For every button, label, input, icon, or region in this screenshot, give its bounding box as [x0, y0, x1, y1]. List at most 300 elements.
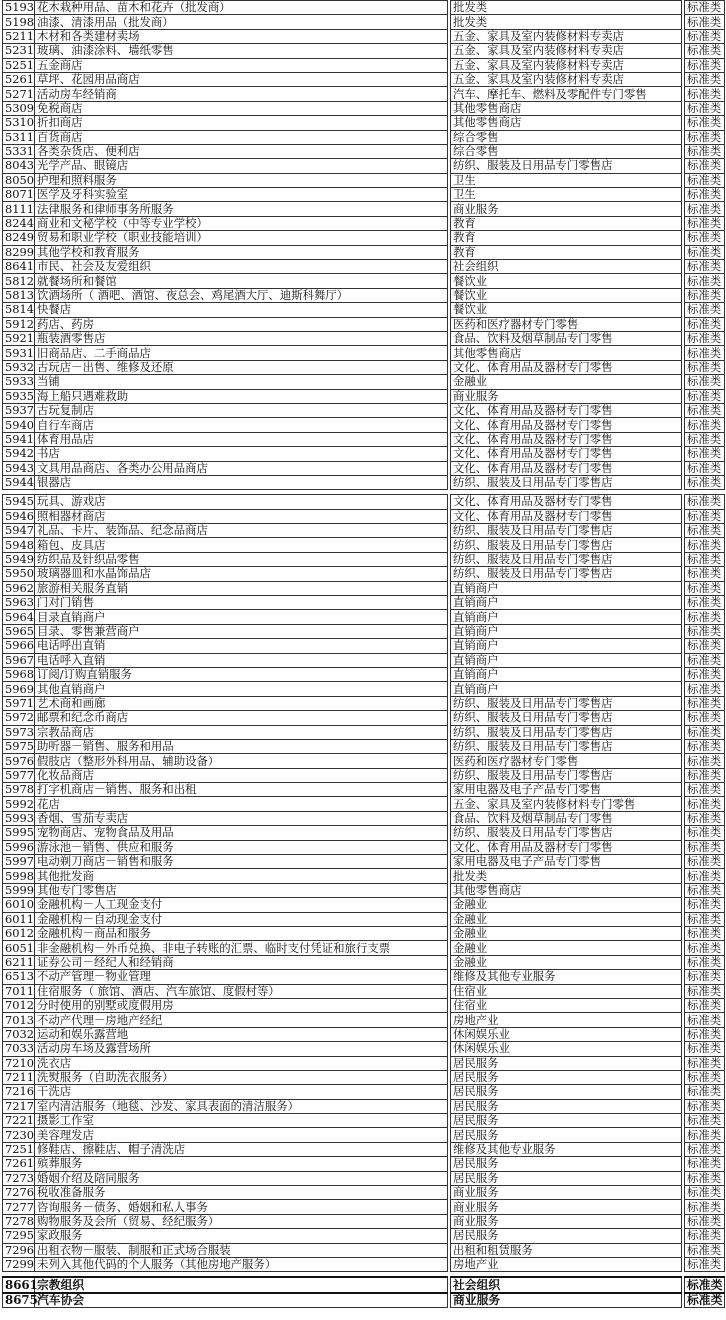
table-row	[3, 610, 725, 624]
table-row	[3, 1, 725, 15]
mcc-code-cell: 5964	[3, 610, 35, 624]
industry-category-cell: 文化、体育用品及器材专门零售	[451, 432, 682, 446]
merchant-name-cell: 旧商品店、二手商品店	[35, 346, 448, 360]
mcc-code-cell: 5992	[3, 797, 35, 811]
industry-category-cell: 医药和医疗器材专门零售	[451, 317, 682, 331]
industry-category-cell: 家用电器及电子产品专门零售	[451, 783, 682, 797]
rate-type-cell: 标准类	[685, 1257, 725, 1271]
table-row	[3, 447, 725, 461]
merchant-name-cell: 助听器－销售、服务和用品	[35, 739, 448, 753]
rate-type-cell: 标准类	[685, 1056, 725, 1070]
industry-category-cell: 商业服务	[451, 1200, 682, 1214]
rate-type-cell: 标准类	[685, 216, 725, 230]
merchant-name-cell: 美容理发店	[35, 1128, 448, 1142]
mcc-code-cell: 7211	[3, 1070, 35, 1084]
table-row	[3, 955, 725, 969]
industry-category-cell: 纺织、服装及日用品专门零售店	[451, 739, 682, 753]
mcc-code-cell: 5198	[3, 15, 35, 29]
rate-type-cell: 标准类	[685, 375, 725, 389]
mcc-code-cell: 5937	[3, 403, 35, 417]
rate-type-cell: 标准类	[685, 389, 725, 403]
industry-category-cell: 教育	[451, 216, 682, 230]
industry-category-cell: 餐饮业	[451, 303, 682, 317]
industry-category-cell: 金融业	[451, 955, 682, 969]
table-row	[3, 754, 725, 768]
merchant-name-cell: 海上船只遇难救助	[35, 389, 448, 403]
mcc-code-cell: 5995	[3, 826, 35, 840]
mcc-code-cell: 5998	[3, 869, 35, 883]
table-row	[3, 288, 725, 302]
merchant-name-cell: 箱包、皮具店	[35, 538, 448, 552]
mcc-code-cell: 5941	[3, 432, 35, 446]
table-row	[3, 1027, 725, 1041]
mcc-code-cell: 6012	[3, 927, 35, 941]
merchant-name-cell: 住宿服务（ 旅馆、酒店、汽车旅馆、度假村等）	[35, 984, 448, 998]
mcc-code-cell: 5963	[3, 596, 35, 610]
rate-type-cell: 标准类	[685, 87, 725, 101]
merchant-name-cell: 艺术商和画廊	[35, 696, 448, 710]
merchant-name-cell: 护理和照料服务	[35, 173, 448, 187]
table-row	[3, 1099, 725, 1113]
mcc-code-cell: 7216	[3, 1085, 35, 1099]
mcc-code-cell: 7033	[3, 1042, 35, 1056]
merchant-name-cell: 运动和娱乐露营地	[35, 1027, 448, 1041]
table-row	[3, 1128, 725, 1142]
rate-type-cell: 标准类	[685, 231, 725, 245]
mcc-code-cell: 5947	[3, 524, 35, 538]
mcc-code-cell: 5946	[3, 509, 35, 523]
mcc-code-cell: 7013	[3, 1013, 35, 1027]
industry-category-cell: 批发类	[451, 1, 682, 15]
table-row	[3, 811, 725, 825]
industry-category-cell: 出租和租赁服务	[451, 1243, 682, 1257]
rate-type-cell: 标准类	[685, 495, 725, 509]
industry-category-cell: 纺织、服装及日用品专门零售店	[451, 475, 682, 489]
merchant-name-cell: 家政服务	[35, 1229, 448, 1243]
industry-category-cell: 文化、体育用品及器材专门零售	[451, 403, 682, 417]
rate-type-cell: 标准类	[685, 581, 725, 595]
merchant-name-cell: 法律服务和律师事务所服务	[35, 202, 448, 216]
merchant-name-cell: 不动产代理－房地产经纪	[35, 1013, 448, 1027]
rate-type-cell: 标准类	[685, 1042, 725, 1056]
table-row	[3, 883, 725, 897]
mcc-code-cell: 5812	[3, 274, 35, 288]
merchant-name-cell: 税收准备服务	[35, 1186, 448, 1200]
table-row	[3, 317, 725, 331]
industry-category-cell: 商业服务	[451, 389, 682, 403]
industry-category-cell: 综合零售	[451, 144, 682, 158]
rate-type-cell: 标准类	[685, 274, 725, 288]
mcc-code-cell: 5935	[3, 389, 35, 403]
industry-category-cell: 纺织、服装及日用品专门零售店	[451, 552, 682, 566]
merchant-name-cell: 油漆、清漆用品（批发商）	[35, 15, 448, 29]
industry-category-cell: 卫生	[451, 188, 682, 202]
mcc-code-cell: 7210	[3, 1056, 35, 1070]
mcc-code-cell: 7299	[3, 1257, 35, 1271]
merchant-name-cell: 未列入其他代码的个人服务（其他房地产服务）	[35, 1257, 448, 1271]
industry-category-cell: 居民服务	[451, 1099, 682, 1113]
industry-category-cell: 商业服务	[451, 1293, 682, 1308]
industry-category-cell: 直销商户	[451, 581, 682, 595]
industry-category-cell: 休闲娱乐业	[451, 1027, 682, 1041]
rate-type-cell: 标准类	[685, 260, 725, 274]
table-row	[3, 389, 725, 403]
mcc-code-cell: 8111	[3, 202, 35, 216]
mcc-code-cell: 8050	[3, 173, 35, 187]
industry-category-cell: 卫生	[451, 173, 682, 187]
industry-category-cell: 直销商户	[451, 610, 682, 624]
industry-category-cell: 教育	[451, 245, 682, 259]
merchant-name-cell: 游泳池－销售、供应和服务	[35, 840, 448, 854]
merchant-name-cell: 照相器材商店	[35, 509, 448, 523]
rate-type-cell: 标准类	[685, 144, 725, 158]
rate-type-cell: 标准类	[685, 432, 725, 446]
table-row	[3, 260, 725, 274]
table-row	[3, 1013, 725, 1027]
merchant-name-cell: 金融机构－商品和服务	[35, 927, 448, 941]
mcc-code-cell: 5310	[3, 116, 35, 130]
table-row	[3, 840, 725, 854]
mcc-code-cell: 5950	[3, 567, 35, 581]
merchant-name-cell: 花木栽种用品、苗木和花卉（批发商）	[35, 1, 448, 15]
rate-type-cell: 标准类	[685, 552, 725, 566]
industry-category-cell: 住宿业	[451, 998, 682, 1012]
rate-type-cell: 标准类	[685, 475, 725, 489]
industry-category-cell: 商业服务	[451, 1214, 682, 1228]
industry-category-cell: 直销商户	[451, 682, 682, 696]
industry-category-cell: 文化、体育用品及器材专门零售	[451, 418, 682, 432]
industry-category-cell: 餐饮业	[451, 274, 682, 288]
rate-type-cell: 标准类	[685, 1085, 725, 1099]
industry-category-cell: 食品、饮料及烟草制品专门零售	[451, 811, 682, 825]
table-row	[3, 739, 725, 753]
rate-type-cell: 标准类	[685, 653, 725, 667]
mcc-code-cell: 8249	[3, 231, 35, 245]
rate-type-cell: 标准类	[685, 610, 725, 624]
rate-type-cell: 标准类	[685, 1, 725, 15]
mcc-code-cell: 5948	[3, 538, 35, 552]
table-row	[3, 15, 725, 29]
industry-category-cell: 商业服务	[451, 1186, 682, 1200]
table-row	[3, 797, 725, 811]
mcc-code-cell: 7276	[3, 1186, 35, 1200]
mcc-code-cell: 5973	[3, 725, 35, 739]
industry-category-cell: 居民服务	[451, 1229, 682, 1243]
rate-type-cell: 标准类	[685, 739, 725, 753]
mcc-code-cell: 7261	[3, 1157, 35, 1171]
industry-category-cell: 餐饮业	[451, 288, 682, 302]
table-row	[3, 495, 725, 509]
mcc-code-cell: 5949	[3, 552, 35, 566]
table-row	[3, 567, 725, 581]
merchant-name-cell: 洗熨服务（自助洗衣服务）	[35, 1070, 448, 1084]
merchant-name-cell: 药店、药房	[35, 317, 448, 331]
table-row	[3, 855, 725, 869]
merchant-name-cell: 电动剃刀商店－销售和服务	[35, 855, 448, 869]
industry-category-cell: 食品、饮料及烟草制品专门零售	[451, 331, 682, 345]
mcc-code-cell: 5942	[3, 447, 35, 461]
table-row	[3, 130, 725, 144]
industry-category-cell: 商业服务	[451, 202, 682, 216]
mcc-code-cell: 5976	[3, 754, 35, 768]
rate-type-cell: 标准类	[685, 970, 725, 984]
rate-type-cell: 标准类	[685, 524, 725, 538]
industry-category-cell: 纺织、服装及日用品专门零售店	[451, 524, 682, 538]
rate-type-cell: 标准类	[685, 1243, 725, 1257]
merchant-name-cell: 医学及牙科实验室	[35, 188, 448, 202]
merchant-name-cell: 就餐场所和餐馆	[35, 274, 448, 288]
mcc-code-cell: 6051	[3, 941, 35, 955]
industry-category-cell: 维修及其他专业服务	[451, 970, 682, 984]
mcc-code-cell: 5971	[3, 696, 35, 710]
mcc-code-cell: 5943	[3, 461, 35, 475]
mcc-code-cell: 5968	[3, 667, 35, 681]
mcc-code-cell: 5331	[3, 144, 35, 158]
merchant-name-cell: 体育用品店	[35, 432, 448, 446]
industry-category-cell: 休闲娱乐业	[451, 1042, 682, 1056]
rate-type-cell: 标准类	[685, 360, 725, 374]
table-row	[3, 552, 725, 566]
rate-type-cell: 标准类	[685, 998, 725, 1012]
merchant-name-cell: 礼品、卡片、装饰品、纪念品商店	[35, 524, 448, 538]
table-row	[3, 725, 725, 739]
table-row	[3, 418, 725, 432]
merchant-name-cell: 香烟、雪茄专卖店	[35, 811, 448, 825]
industry-category-cell: 居民服务	[451, 1128, 682, 1142]
merchant-name-cell: 出租衣物－服装、制服和正式场合服装	[35, 1243, 448, 1257]
rate-type-cell: 标准类	[685, 1027, 725, 1041]
merchant-name-cell: 目录直销商户	[35, 610, 448, 624]
table-row	[3, 826, 725, 840]
mcc-code-cell: 5999	[3, 883, 35, 897]
merchant-name-cell: 各类杂货店、便利店	[35, 144, 448, 158]
mcc-code-cell: 5993	[3, 811, 35, 825]
merchant-name-cell: 宠物商店、宠物食品及用品	[35, 826, 448, 840]
rate-type-cell: 标准类	[685, 696, 725, 710]
merchant-name-cell: 假肢店（整形外科用品、辅助设备）	[35, 754, 448, 768]
rate-type-cell: 标准类	[685, 1013, 725, 1027]
rate-type-cell: 标准类	[685, 783, 725, 797]
rate-type-cell: 标准类	[685, 927, 725, 941]
mcc-code-cell: 5996	[3, 840, 35, 854]
industry-category-cell: 房地产业	[451, 1257, 682, 1271]
rate-type-cell: 标准类	[685, 116, 725, 130]
mcc-code-cell: 8641	[3, 260, 35, 274]
mcc-code-cell: 5977	[3, 768, 35, 782]
merchant-name-cell: 打字机商店－销售、服务和出租	[35, 783, 448, 797]
industry-category-cell: 房地产业	[451, 1013, 682, 1027]
table-row	[3, 1142, 725, 1156]
merchant-name-cell: 旅游相关服务直销	[35, 581, 448, 595]
rate-type-cell: 标准类	[685, 955, 725, 969]
rate-type-cell: 标准类	[685, 682, 725, 696]
table-row	[3, 927, 725, 941]
rate-type-cell: 标准类	[685, 912, 725, 926]
industry-category-cell: 直销商户	[451, 639, 682, 653]
merchant-name-cell: 玻璃器皿和水晶饰品店	[35, 567, 448, 581]
mcc-code-cell: 7273	[3, 1171, 35, 1185]
mcc-code-cell: 7296	[3, 1243, 35, 1257]
table-row	[3, 1056, 725, 1070]
merchant-name-cell: 玻璃、油漆涂料、墙纸零售	[35, 44, 448, 58]
merchant-name-cell: 五金商店	[35, 58, 448, 72]
merchant-name-cell: 目录、零售兼营商户	[35, 624, 448, 638]
rate-type-cell: 标准类	[685, 461, 725, 475]
rate-type-cell: 标准类	[685, 403, 725, 417]
rate-type-cell: 标准类	[685, 811, 725, 825]
table-row	[3, 274, 725, 288]
merchant-name-cell: 商业和文秘学校（中等专业学校）	[35, 216, 448, 230]
table-row	[3, 538, 725, 552]
merchant-name-cell: 洗衣店	[35, 1056, 448, 1070]
mcc-code-cell: 6011	[3, 912, 35, 926]
industry-category-cell: 五金、家具及室内装修材料专卖店	[451, 44, 682, 58]
table-row	[3, 1114, 725, 1128]
industry-category-cell: 纺织、服装及日用品专门零售店	[451, 711, 682, 725]
merchant-name-cell: 室内清洁服务（地毯、沙发、家具表面的清洁服务）	[35, 1099, 448, 1113]
industry-category-cell: 居民服务	[451, 1157, 682, 1171]
merchant-name-cell: 干洗店	[35, 1085, 448, 1099]
merchant-name-cell: 邮票和纪念币商店	[35, 711, 448, 725]
mcc-code-cell: 6513	[3, 970, 35, 984]
rate-type-cell: 标准类	[685, 725, 725, 739]
rate-type-cell: 标准类	[685, 941, 725, 955]
merchant-name-cell: 文具用品商店、各类办公用品商店	[35, 461, 448, 475]
table-row	[3, 159, 725, 173]
mcc-code-cell: 6211	[3, 955, 35, 969]
industry-category-cell: 文化、体育用品及器材专门零售	[451, 495, 682, 509]
industry-category-cell: 纺织、服装及日用品专门零售店	[451, 696, 682, 710]
industry-category-cell: 直销商户	[451, 624, 682, 638]
industry-category-cell: 直销商户	[451, 667, 682, 681]
rate-type-cell: 标准类	[685, 1229, 725, 1243]
mcc-code-cell: 5311	[3, 130, 35, 144]
rate-type-cell: 标准类	[685, 855, 725, 869]
merchant-name-cell: 电话呼入直销	[35, 653, 448, 667]
mcc-code-cell: 8244	[3, 216, 35, 230]
merchant-name-cell: 化妆品商店	[35, 768, 448, 782]
merchant-name-cell: 非金融机构－外币兑换、非电子转账的汇票、临时支付凭证和旅行支票	[35, 941, 448, 955]
merchant-name-cell: 门对门销售	[35, 596, 448, 610]
table-row	[3, 303, 725, 317]
table-row	[3, 1277, 725, 1292]
mcc-code-cell: 7230	[3, 1128, 35, 1142]
rate-type-cell: 标准类	[685, 1293, 725, 1308]
merchant-name-cell: 订阅/订购直销服务	[35, 667, 448, 681]
merchant-name-cell: 摄影工作室	[35, 1114, 448, 1128]
rate-type-cell: 标准类	[685, 711, 725, 725]
rate-type-cell: 标准类	[685, 624, 725, 638]
merchant-name-cell: 电话呼出直销	[35, 639, 448, 653]
merchant-name-cell: 殡葬服务	[35, 1157, 448, 1171]
mcc-code-cell: 8661	[3, 1277, 35, 1292]
merchant-name-cell: 其他专门零售店	[35, 883, 448, 897]
table-row	[3, 1042, 725, 1056]
mcc-code-cell: 5962	[3, 581, 35, 595]
mcc-table-body	[3, 1, 725, 1308]
table-row	[3, 216, 725, 230]
merchant-name-cell: 纺织品及针织品零售	[35, 552, 448, 566]
rate-type-cell: 标准类	[685, 840, 725, 854]
merchant-name-cell: 其他学校和教育服务	[35, 245, 448, 259]
table-row	[3, 1186, 725, 1200]
table-row	[3, 432, 725, 446]
mcc-code-cell: 5940	[3, 418, 35, 432]
merchant-name-cell: 当铺	[35, 375, 448, 389]
industry-category-cell: 社会组织	[451, 260, 682, 274]
merchant-name-cell: 婚姻介绍及陪同服务	[35, 1171, 448, 1185]
table-row	[3, 524, 725, 538]
table-row	[3, 245, 725, 259]
merchant-name-cell: 购物服务及会所（贸易、经纪服务）	[35, 1214, 448, 1228]
mcc-code-cell: 7217	[3, 1099, 35, 1113]
table-row	[3, 72, 725, 86]
table-row	[3, 653, 725, 667]
industry-category-cell: 五金、家具及室内装修材料专卖店	[451, 72, 682, 86]
table-row	[3, 1171, 725, 1185]
mcc-code-cell: 5972	[3, 711, 35, 725]
mcc-code-cell: 5271	[3, 87, 35, 101]
rate-type-cell: 标准类	[685, 898, 725, 912]
mcc-code-cell: 5931	[3, 346, 35, 360]
mcc-code-cell: 5261	[3, 72, 35, 86]
merchant-name-cell: 瓶装酒零售店	[35, 331, 448, 345]
rate-type-cell: 标准类	[685, 346, 725, 360]
industry-category-cell: 医药和医疗器材专门零售	[451, 754, 682, 768]
mcc-code-cell: 8071	[3, 188, 35, 202]
merchant-name-cell: 证券公司－经纪人和经销商	[35, 955, 448, 969]
table-row	[3, 461, 725, 475]
rate-type-cell: 标准类	[685, 245, 725, 259]
table-row	[3, 1257, 725, 1271]
merchant-name-cell: 古玩店－出售、维修及还原	[35, 360, 448, 374]
rate-type-cell: 标准类	[685, 58, 725, 72]
rate-type-cell: 标准类	[685, 173, 725, 187]
table-row	[3, 475, 725, 489]
table-row	[3, 711, 725, 725]
industry-category-cell: 批发类	[451, 869, 682, 883]
industry-category-cell: 文化、体育用品及器材专门零售	[451, 360, 682, 374]
rate-type-cell: 标准类	[685, 1186, 725, 1200]
table-row	[3, 941, 725, 955]
merchant-name-cell: 市民、社会及友爱组织	[35, 260, 448, 274]
industry-category-cell: 金融业	[451, 927, 682, 941]
merchant-name-cell: 草坪、花园用品商店	[35, 72, 448, 86]
mcc-code-cell: 5944	[3, 475, 35, 489]
industry-category-cell: 直销商户	[451, 653, 682, 667]
table-row	[3, 596, 725, 610]
mcc-code-cell: 8043	[3, 159, 35, 173]
industry-category-cell: 纺织、服装及日用品专门零售店	[451, 538, 682, 552]
table-row	[3, 1293, 725, 1308]
table-row	[3, 144, 725, 158]
table-row	[3, 869, 725, 883]
industry-category-cell: 纺织、服装及日用品专门零售店	[451, 159, 682, 173]
table-row	[3, 1070, 725, 1084]
rate-type-cell: 标准类	[685, 1214, 725, 1228]
industry-category-cell: 住宿业	[451, 984, 682, 998]
merchant-name-cell: 古玩复制店	[35, 403, 448, 417]
rate-type-cell: 标准类	[685, 130, 725, 144]
rate-type-cell: 标准类	[685, 331, 725, 345]
merchant-name-cell: 饮酒场所（ 酒吧、酒馆、夜总会、鸡尾酒大厅、迪斯科舞厅）	[35, 288, 448, 302]
mcc-code-cell: 6010	[3, 898, 35, 912]
merchant-name-cell: 百货商店	[35, 130, 448, 144]
merchant-name-cell: 光学产品、眼镜店	[35, 159, 448, 173]
rate-type-cell: 标准类	[685, 1277, 725, 1292]
table-row	[3, 1157, 725, 1171]
rate-type-cell: 标准类	[685, 202, 725, 216]
